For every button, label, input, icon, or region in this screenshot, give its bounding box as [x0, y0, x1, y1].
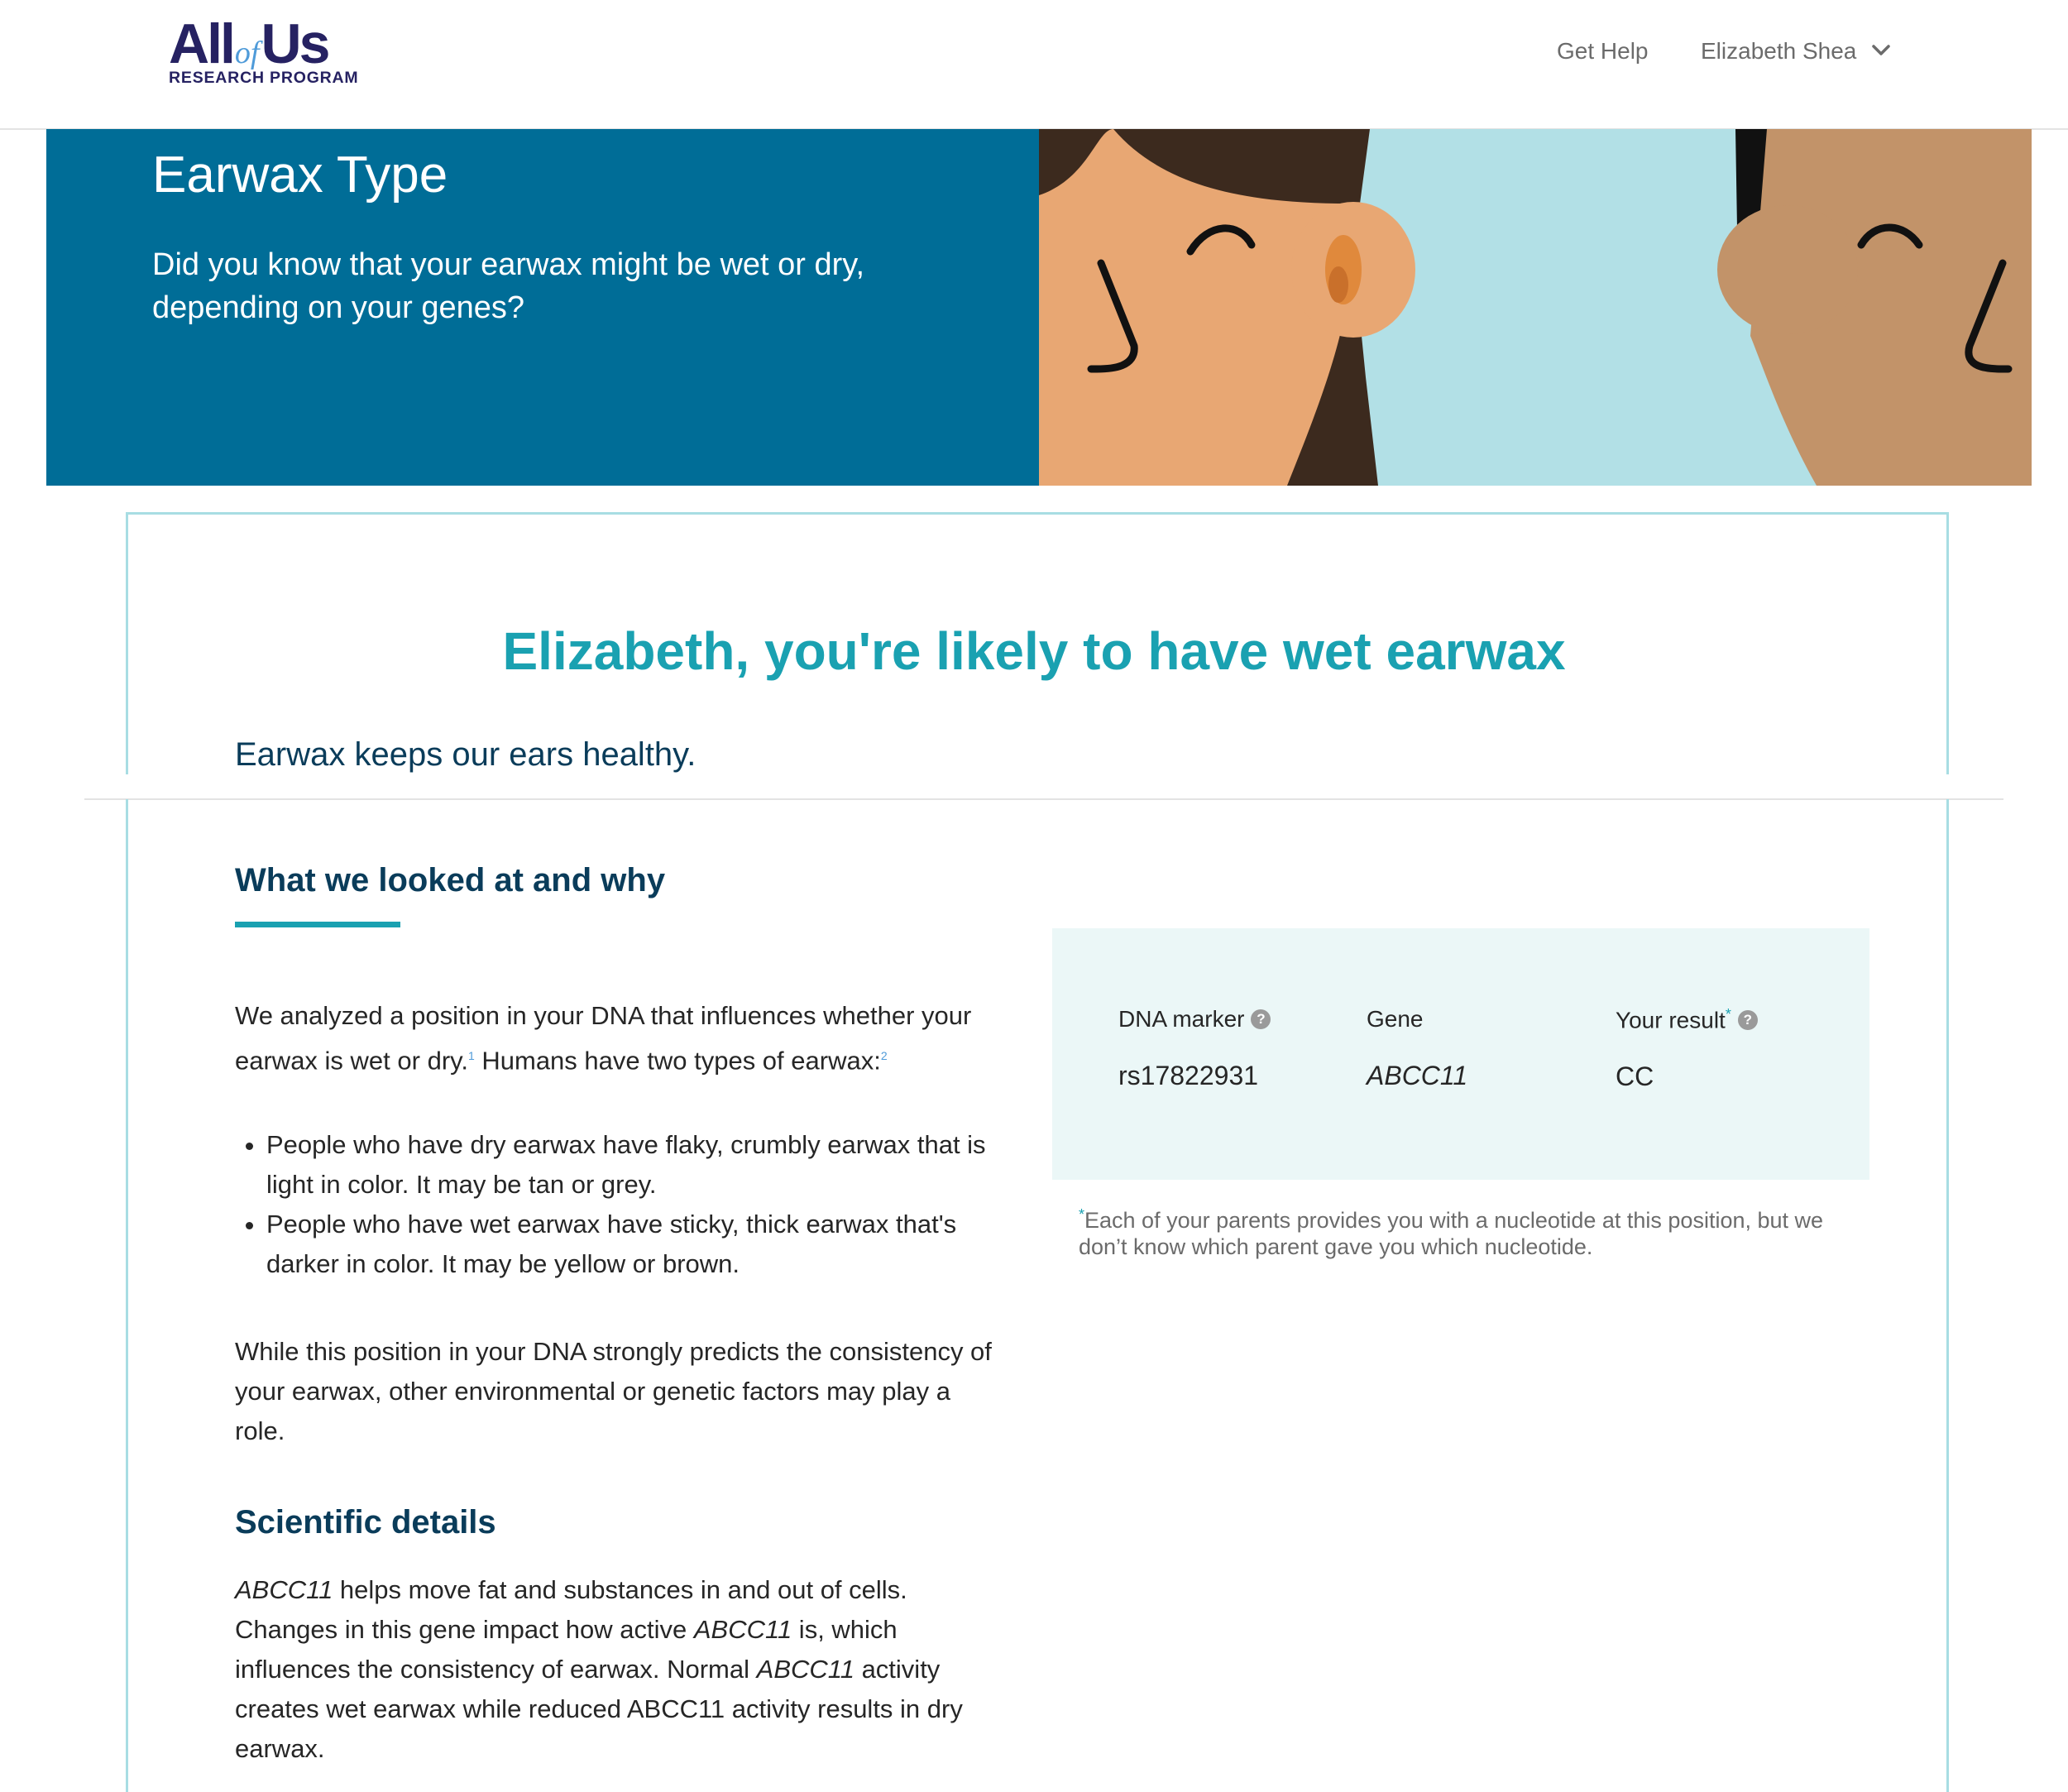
earwax-types-list	[235, 1125, 1036, 1284]
gene-name: ABCC11	[756, 1655, 854, 1684]
dna-marker-header	[1118, 1006, 1271, 1033]
gene-name: ABCC11	[235, 1575, 333, 1604]
top-navigation-bar	[0, 0, 2068, 130]
intro-text-2: Humans have two types of earwax:	[474, 1046, 881, 1076]
hero-illustration-faces	[1039, 129, 2032, 486]
help-icon[interactable]: ?	[1251, 1009, 1271, 1029]
footnote-text: Each of your parents provides you with a nucleotide at this position, but we don’t know which parent gave you which nucleotide.	[1079, 1208, 1824, 1259]
intro-text: We analyzed a position in your DNA that influences whether your earwax is wet or dry.	[235, 1001, 972, 1076]
logo-wordmark	[169, 12, 328, 75]
genotype-result-box	[1052, 928, 1869, 1180]
intro-paragraph	[235, 996, 1004, 1080]
footnote-ref-1[interactable]: 1	[467, 1049, 475, 1062]
asterisk-marker: *	[1079, 1206, 1085, 1223]
sci-text-1: helps move fat and substances in and out of cells. Changes in this gene impact how active	[235, 1575, 907, 1644]
sci-text-2: is, which influences the consistency of earwax. Normal	[235, 1615, 898, 1684]
consistency-paragraph: While this position in your DNA strongly predicts the consistency of your earwax, other environmental or genetic factors may play a role.	[235, 1337, 992, 1445]
list-item-wet-earwax: • People who have wet earwax have sticky, thick earwax that's darker in color. It may be yellow or brown.	[266, 1205, 1036, 1284]
your-result-header	[1616, 1006, 1758, 1033]
get-help-link[interactable]: Get Help	[1557, 38, 1649, 64]
logo-us-text: Us	[261, 12, 328, 75]
footnote-ref-2[interactable]: 2	[880, 1049, 888, 1062]
your-result-value: CC	[1616, 1061, 1654, 1092]
section-heading-what-we-looked-at: What we looked at and why	[235, 862, 666, 898]
gene-header: Gene	[1367, 1006, 1424, 1032]
scientific-details-paragraph	[235, 1570, 1004, 1769]
dna-marker-label: DNA marker	[1118, 1006, 1245, 1032]
asterisk-marker: *	[1725, 1006, 1731, 1023]
dna-marker-column	[1118, 1006, 1271, 1091]
page-title: Earwax Type	[152, 146, 448, 204]
result-subheading: Earwax keeps our ears healthy.	[235, 736, 697, 773]
section-heading-underline	[235, 922, 400, 927]
gene-column	[1367, 1006, 1467, 1091]
logo-all-text: All	[169, 12, 233, 75]
chevron-down-icon	[1871, 44, 1891, 57]
list-item-dry-earwax: • People who have dry earwax have flaky, crumbly earwax that is light in color. It may be tan or grey.	[266, 1125, 1036, 1205]
hero-text-panel	[46, 129, 1039, 486]
gene-name: ABCC11	[693, 1615, 792, 1644]
gene-value: ABCC11	[1367, 1061, 1468, 1090]
sci-text-3: activity creates wet earwax while reduced ABCC11 activity results in dry earwax.	[235, 1655, 963, 1763]
logo-subtitle: RESEARCH PROGRAM	[169, 69, 359, 87]
dna-marker-value: rs17822931	[1118, 1061, 1259, 1090]
logo-of-text: of	[234, 36, 260, 70]
user-name-label: Elizabeth Shea	[1701, 38, 1857, 64]
hero-banner	[46, 129, 2032, 486]
scientific-details-heading: Scientific details	[235, 1504, 496, 1540]
help-icon[interactable]: ?	[1738, 1010, 1758, 1030]
all-of-us-logo[interactable]	[169, 12, 376, 89]
your-result-label: Your result	[1616, 1007, 1726, 1033]
your-result-column	[1616, 1006, 1758, 1092]
result-heading: Elizabeth, you're likely to have wet earwax	[502, 621, 1566, 681]
result-footnote	[1079, 1201, 1840, 1260]
hero-subtitle: Did you know that your earwax might be wet or dry, depending on your genes?	[152, 247, 865, 325]
user-menu-dropdown[interactable]	[1701, 38, 1891, 65]
